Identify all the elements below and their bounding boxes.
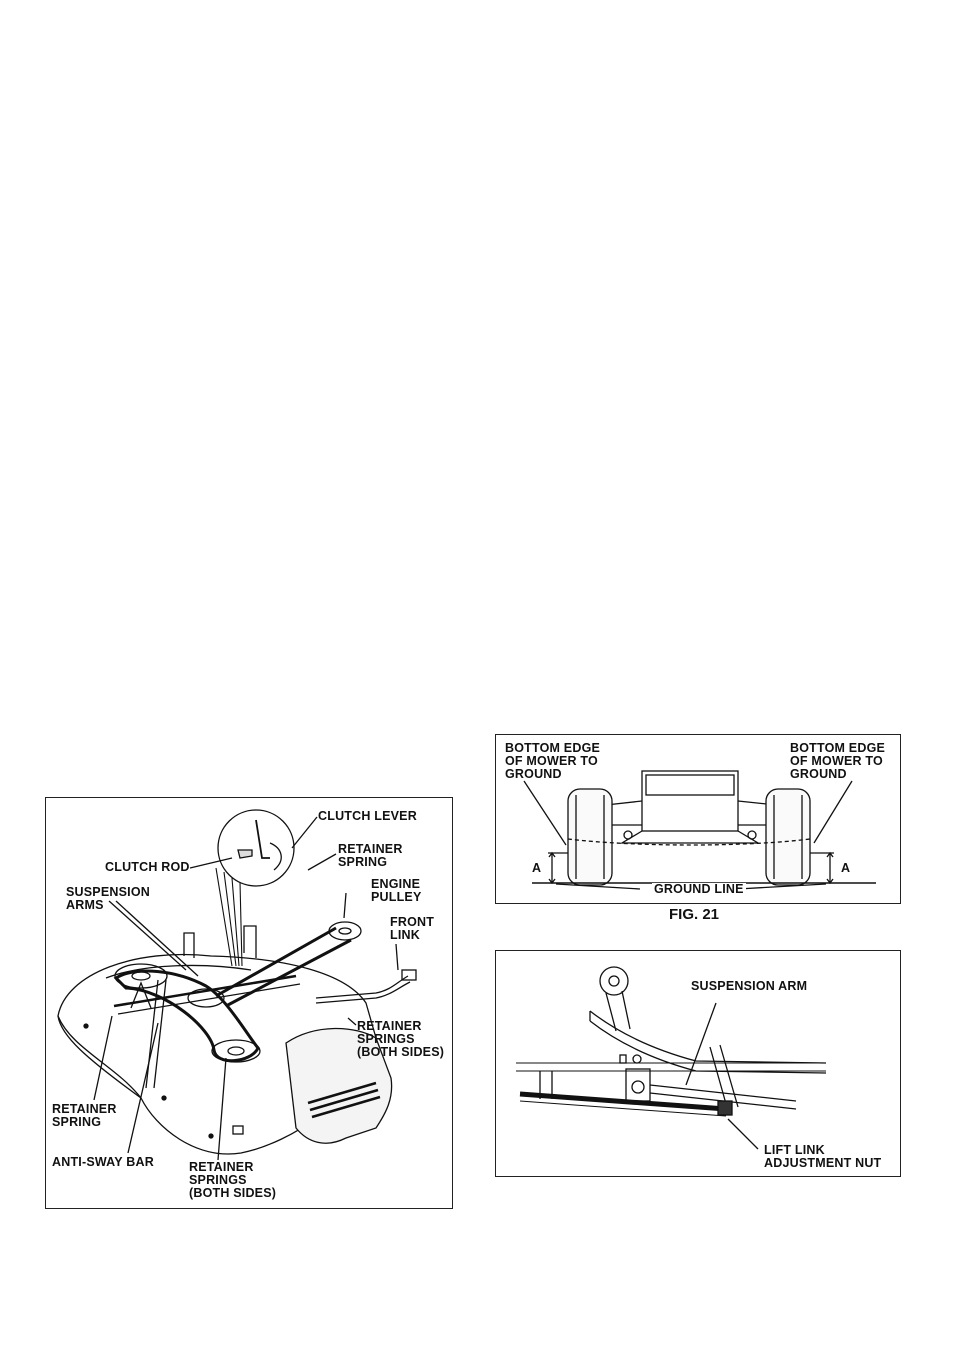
lift-link-rod	[520, 1094, 726, 1109]
suspension-arm-label: SUSPENSION ARM	[691, 979, 808, 993]
left-wheel	[568, 789, 612, 885]
front-link-rod	[316, 976, 408, 998]
dim-a-right-label: A	[841, 861, 851, 875]
lift-link-nut-label: LIFT LINK ADJUSTMENT NUT	[764, 1143, 882, 1170]
clutch-rod-label: CLUTCH ROD	[105, 860, 190, 874]
retainer-spring-left-label: RETAINER SPRING	[52, 1102, 117, 1129]
ground-line-label: GROUND LINE	[654, 882, 744, 896]
mower-body	[642, 771, 738, 831]
retainer-springs-bottom-label: RETAINER SPRINGS (BOTH SIDES)	[189, 1160, 277, 1200]
suspension-arm-figure	[495, 950, 901, 1177]
engine-pulley-label: ENGINE PULLEY	[371, 877, 422, 904]
dim-a-left-label: A	[532, 861, 542, 875]
fig21-caption: FIG. 21	[669, 906, 720, 923]
retainer-springs-right-label: RETAINER SPRINGS (BOTH SIDES)	[357, 1019, 445, 1059]
engine-pulley-shape	[329, 922, 361, 940]
suspension-arms-label: SUSPENSION ARMS	[66, 885, 150, 912]
front-link-label: FRONT LINK	[390, 915, 435, 942]
bottom-edge-right-label: BOTTOM EDGE OF MOWER TO GROUND	[790, 741, 886, 781]
lever-knob	[600, 967, 628, 995]
mower-deck-figure	[45, 797, 453, 1209]
clutch-lever-label: CLUTCH LEVER	[318, 809, 417, 823]
right-wheel	[766, 789, 810, 885]
bottom-edge-left-label: BOTTOM EDGE OF MOWER TO GROUND	[505, 741, 601, 781]
anti-sway-bar-label: ANTI-SWAY BAR	[52, 1155, 154, 1169]
retainer-spring-top-label: RETAINER SPRING	[338, 842, 403, 869]
ground-clearance-figure	[495, 734, 901, 904]
